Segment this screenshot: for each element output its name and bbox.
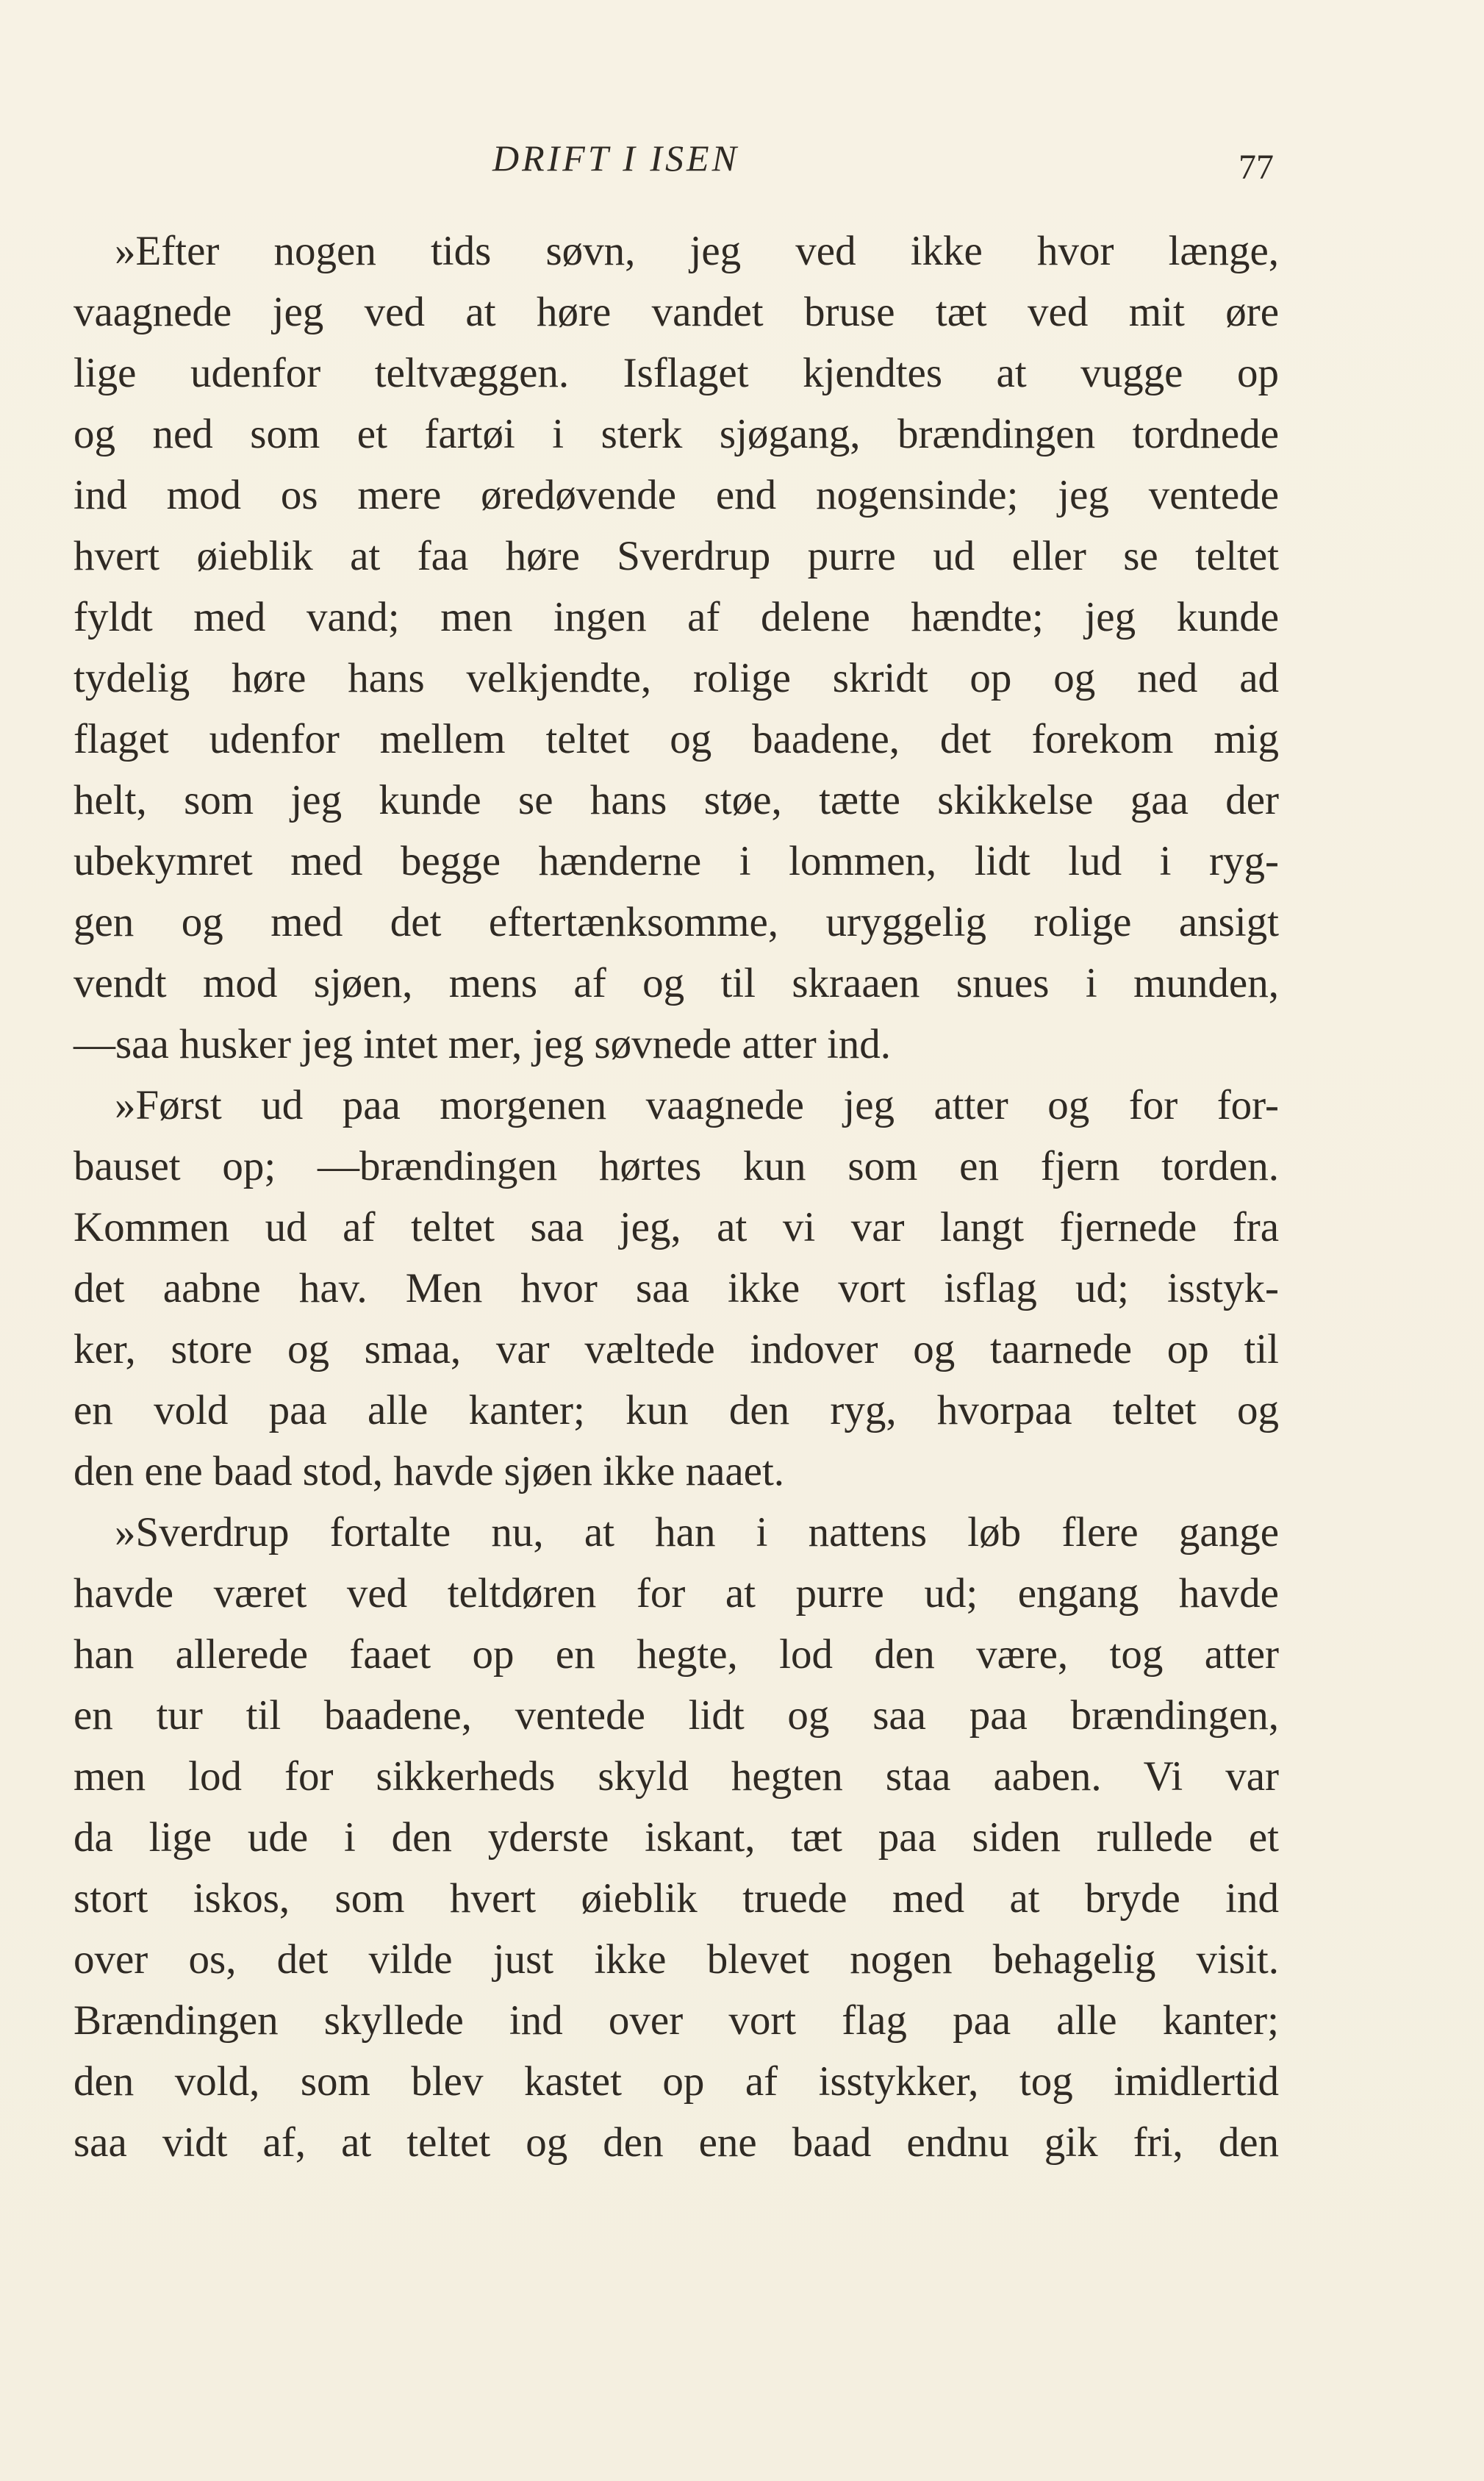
text-line: den vold, som blev kastet op af isstykker, tog imidlertid: [74, 2058, 1279, 2105]
text-line: hvert øieblik at faa høre Sverdrup purre ud eller se teltet: [74, 533, 1279, 579]
text-line: vendt mod sjøen, mens af og til skraaen snues i munden,: [74, 960, 1279, 1006]
text-line: Brændingen skyllede ind over vort flag paa alle kanter;: [74, 1997, 1279, 2044]
text-line: Kommen ud af teltet saa jeg, at vi var langt fjernede fra: [74, 1204, 1279, 1250]
text-line: da lige ude i den yderste iskant, tæt paa siden rullede et: [74, 1814, 1279, 1861]
text-line: den ene baad stod, havde sjøen ikke naaet.: [74, 1448, 785, 1494]
text-line: lige udenfor teltvæggen. Isflaget kjendtes at vugge op: [74, 350, 1279, 396]
text-line: fyldt med vand; men ingen af delene hændte; jeg kunde: [74, 594, 1279, 640]
running-title: DRIFT I ISEN: [492, 137, 739, 179]
text-line: ubekymret med begge hænderne i lommen, lidt lud i ryg-: [74, 838, 1279, 884]
text-line: »Efter nogen tids søvn, jeg ved ikke hvor længe,: [115, 228, 1279, 274]
text-line: flaget udenfor mellem teltet og baadene, det forekom mig: [74, 716, 1279, 762]
text-line: det aabne hav. Men hvor saa ikke vort isflag ud; isstyk-: [74, 1265, 1279, 1311]
text-line: bauset op; —brændingen hørtes kun som en fjern torden.: [74, 1143, 1279, 1189]
text-line: en tur til baadene, ventede lidt og saa paa brændingen,: [74, 1692, 1279, 1739]
body-text: [74, 221, 1279, 2173]
text-line: »Sverdrup fortalte nu, at han i nattens løb flere gange: [115, 1509, 1279, 1555]
text-line: helt, som jeg kunde se hans støe, tætte skikkelse gaa der: [74, 777, 1279, 823]
text-line: over os, det vilde just ikke blevet nogen behagelig visit.: [74, 1936, 1279, 1983]
text-line: gen og med det eftertænksomme, uryggelig rolige ansigt: [74, 899, 1279, 945]
text-line: »Først ud paa morgenen vaagnede jeg atter og for for-: [115, 1082, 1279, 1128]
text-line: ker, store og smaa, var væltede indover og taarnede op til: [74, 1326, 1279, 1372]
text-line: stort iskos, som hvert øieblik truede med at bryde ind: [74, 1875, 1279, 1922]
page-header: [0, 137, 1484, 198]
text-line: han allerede faaet op en hegte, lod den være, tog atter: [74, 1631, 1279, 1678]
text-line: men lod for sikkerheds skyld hegten staa aaben. Vi var: [74, 1753, 1279, 1800]
page-number: 77: [1239, 148, 1274, 187]
text-line: vaagnede jeg ved at høre vandet bruse tæt ved mit øre: [74, 289, 1279, 335]
text-line: —saa husker jeg intet mer, jeg søvnede atter ind.: [74, 1021, 892, 1067]
text-line: en vold paa alle kanter; kun den ryg, hvorpaa teltet og: [74, 1387, 1279, 1433]
text-line: ind mod os mere øredøvende end nogensinde; jeg ventede: [74, 472, 1279, 518]
text-line: og ned som et fartøi i sterk sjøgang, brændingen tordnede: [74, 411, 1279, 457]
text-line: saa vidt af, at teltet og den ene baad endnu gik fri, den: [74, 2119, 1279, 2166]
text-line: havde været ved teltdøren for at purre ud; engang havde: [74, 1570, 1279, 1617]
text-line: tydelig høre hans velkjendte, rolige skridt op og ned ad: [74, 655, 1279, 701]
